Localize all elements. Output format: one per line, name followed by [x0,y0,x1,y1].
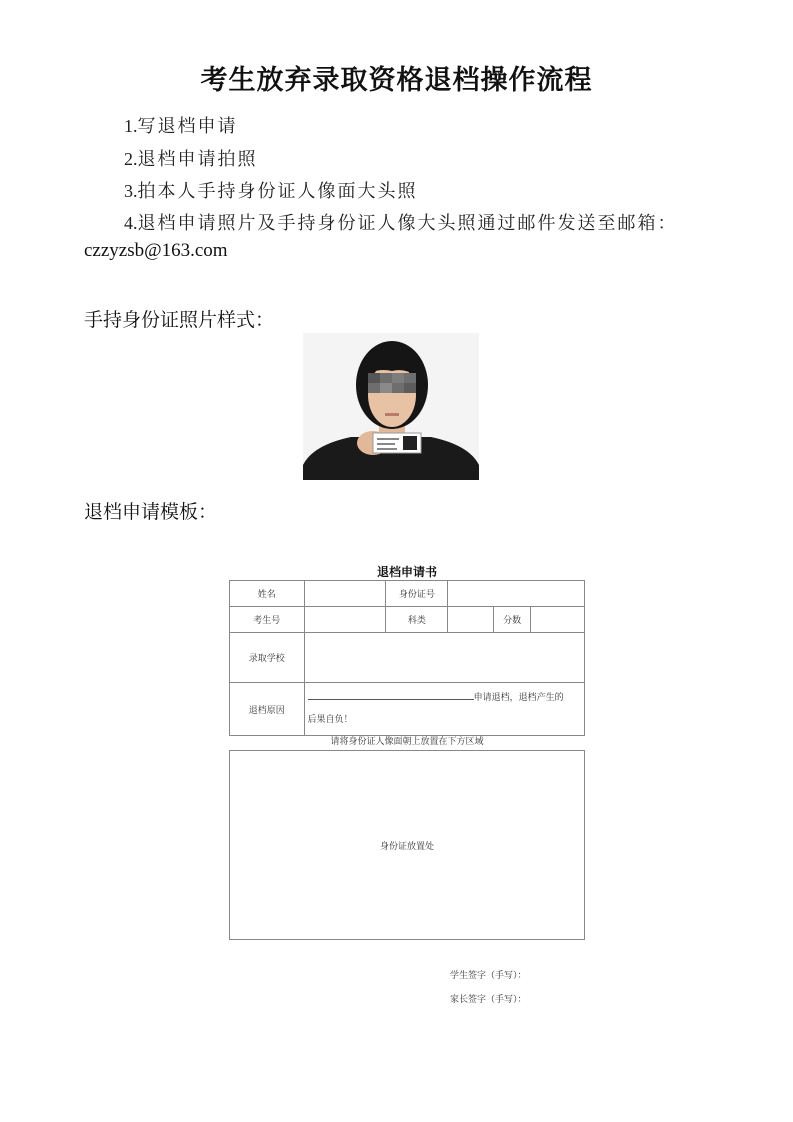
step-3-text: 拍本人手持身份证人像面大头照 [137,181,418,202]
step-4-number: 4. [124,213,138,233]
id-number-label: 身份证号 [386,581,448,607]
parent-signature-label: 家长签字（手写）： [450,995,527,1005]
exam-number-label: 考生号 [230,607,305,633]
score-label: 分数 [494,607,531,633]
id-number-field[interactable] [448,581,585,607]
id-placement-note: 请将身份证人像面朝上放置在下方区域 [330,737,484,747]
school-field[interactable] [304,633,584,683]
reason-field[interactable] [304,683,584,736]
step-4 [124,209,678,235]
person-holding-id-illustration [303,333,479,480]
subject-label: 科类 [386,607,448,633]
form-title: 退档申请书 [376,565,437,579]
subject-field[interactable] [448,607,494,633]
table-row [230,581,585,607]
id-photo-sample [303,333,479,480]
exam-number-field[interactable] [304,607,386,633]
table-row [230,633,585,683]
blank-line [308,690,474,700]
reason-label: 退档原因 [230,683,305,736]
score-field[interactable] [531,607,585,633]
name-label: 姓名 [230,581,305,607]
email-address: czzyzsb@163.com [84,240,228,261]
step-2 [124,145,258,171]
application-form-table [229,580,585,736]
step-1-text: 写退档申请 [137,116,238,137]
reason-text-1: 申请退档，退档产生的 [473,693,564,703]
id-card-area [229,750,585,940]
school-label: 录取学校 [230,633,305,683]
step-1-number: 1. [124,116,138,136]
photo-sample-heading: 手持身份证照片样式： [84,309,275,331]
name-field[interactable] [304,581,386,607]
step-3-number: 3. [124,181,138,201]
template-heading: 退档申请模板： [84,501,218,523]
reason-text-2: 后果自负！ [307,715,353,725]
student-signature-label: 学生签字（手写）： [450,971,527,981]
document-title: 考生放弃录取资格退档操作流程 [200,65,593,96]
step-4-text: 退档申请照片及手持身份证人像大头照通过邮件发送至邮箱： [137,213,678,234]
step-3 [124,177,418,203]
table-row [230,683,585,736]
table-row [230,607,585,633]
step-2-text: 退档申请拍照 [137,149,258,170]
step-1 [124,112,238,138]
step-2-number: 2. [124,149,138,169]
id-card-area-label: 身份证放置处 [379,842,434,852]
